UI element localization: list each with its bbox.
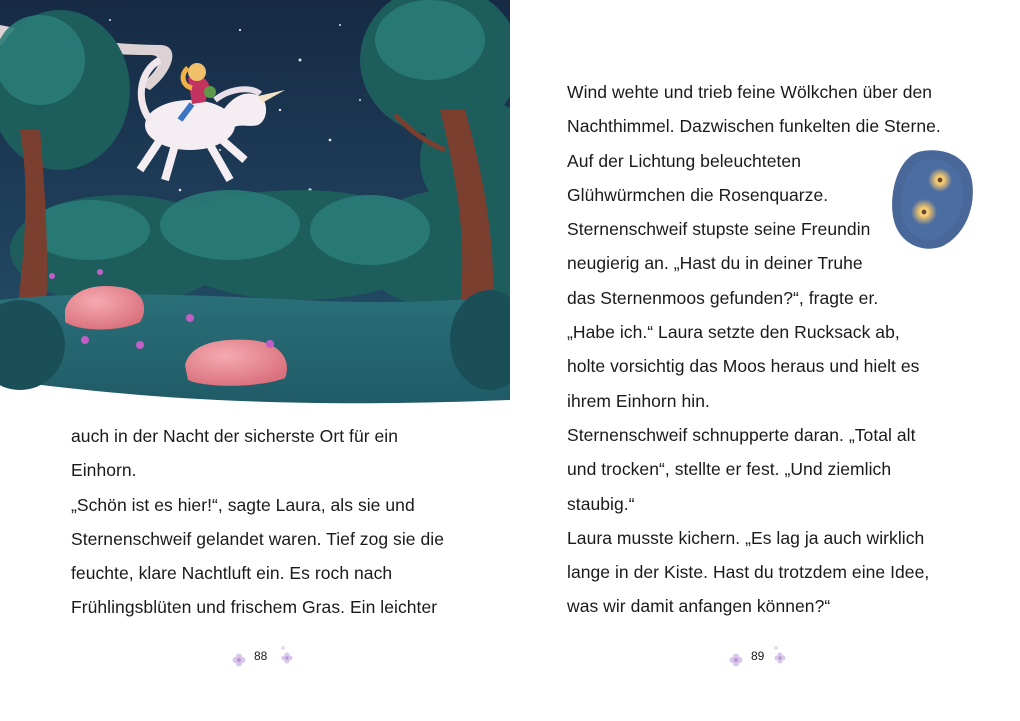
text-line: Sternenschweif stupste seine Freundin bbox=[567, 219, 871, 240]
text-line: Frühlingsblüten und frischem Gras. Ein leichter bbox=[71, 597, 438, 618]
page-number: 88 bbox=[254, 649, 268, 663]
flower-ornament-icon bbox=[729, 653, 743, 667]
text-line: holte vorsichtig das Moos heraus und hielt es bbox=[567, 356, 920, 377]
text-line: und trocken“, stellte er fest. „Und ziemlich bbox=[567, 459, 892, 480]
flower-ornament-icon bbox=[771, 645, 787, 667]
text-line: was wir damit anfangen können?“ bbox=[567, 596, 831, 617]
left-page-text bbox=[71, 421, 491, 627]
text-line: „Schön ist es hier!“, sagte Laura, als sie und bbox=[71, 494, 415, 515]
text-line: Einhorn. bbox=[71, 460, 137, 481]
text-line: Nachthimmel. Dazwischen funkelten die Sterne. bbox=[567, 116, 941, 137]
unicorn-night-forest-illustration bbox=[0, 0, 510, 410]
text-line: Wind wehte und trieb feine Wölkchen über den bbox=[567, 82, 933, 102]
flower-ornament-icon bbox=[278, 645, 294, 667]
text-line: neugierig an. „Hast du in deiner Truhe bbox=[567, 253, 863, 274]
fireflies-vignette-illustration bbox=[888, 146, 976, 256]
text-line: Auf der Lichtung beleuchteten bbox=[567, 150, 801, 171]
text-line: staubig.“ bbox=[567, 493, 635, 514]
text-line: feuchte, klare Nachtluft ein. Es roch nach bbox=[71, 563, 393, 584]
page-number-right bbox=[727, 645, 791, 669]
text-line: Laura musste kichern. „Es lag ja auch wirklich bbox=[567, 527, 925, 548]
text-line: auch in der Nacht der sicherste Ort für ein bbox=[71, 426, 399, 446]
text-line: das Sternenmoos gefunden?“, fragte er. bbox=[567, 287, 879, 308]
text-line: lange in der Kiste. Hast du trotzdem eine Idee, bbox=[567, 562, 930, 583]
text-line: Glühwürmchen die Rosenquarze. bbox=[567, 184, 829, 205]
text-line: „Habe ich.“ Laura setzte den Rucksack ab, bbox=[567, 322, 900, 343]
page-number: 89 bbox=[751, 649, 765, 663]
text-line: ihrem Einhorn hin. bbox=[567, 390, 710, 411]
page-number-left bbox=[230, 645, 294, 669]
flower-ornament-icon bbox=[232, 653, 246, 667]
text-line: Sternenschweif gelandet waren. Tief zog sie die bbox=[71, 528, 444, 549]
text-line: Sternenschweif schnupperte daran. „Total alt bbox=[567, 424, 916, 445]
